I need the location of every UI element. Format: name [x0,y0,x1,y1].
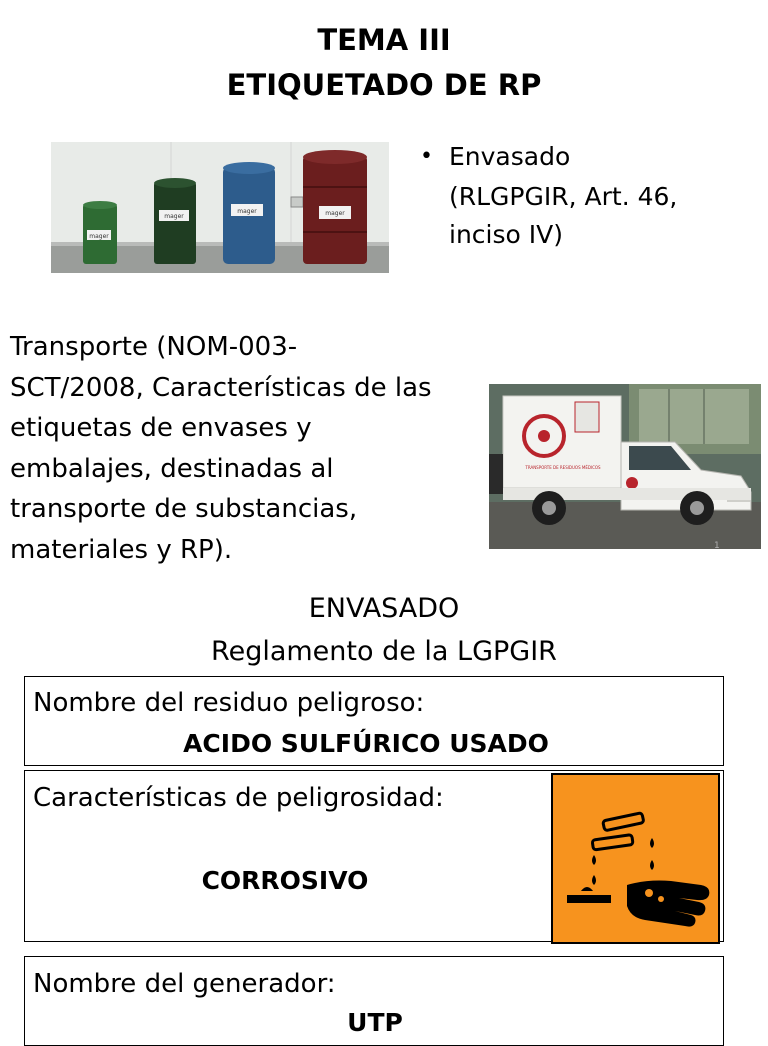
generator-box [24,956,724,1046]
drum-brand-3: mager [237,208,257,215]
transport-line: materiales y RP). [10,534,233,565]
corrosive-pictogram [551,773,720,944]
drum-brand-4: mager [325,210,345,217]
drums-photo [51,142,389,273]
transport-line: etiquetas de envases y [10,413,312,443]
bullet-envasado-line2: (RLGPGIR, Art. 46, [449,182,678,211]
truck-side-label: TRANSPORTE DE RESIDUOS MÉDICOS [525,465,601,470]
residue-name-label: Nombre del residuo peligroso: [33,688,425,718]
transport-line: transporte de substancias, [10,494,358,524]
section-heading-2: Reglamento de la LGPGIR [211,636,557,667]
residue-name-box [24,676,724,766]
truck-illustration [489,384,761,549]
corrosive-icon [553,775,718,942]
bullet-dot: • [420,144,433,169]
bullet-envasado-line3: inciso IV) [449,220,563,249]
transport-line: SCT/2008, Características de las [10,372,432,403]
transport-paragraph [10,327,432,570]
page-number: 1 [714,541,720,551]
drum-brand-1: mager [89,233,109,240]
transport-line: Transporte (NOM-003- [10,332,298,362]
hazard-value: CORROSIVO [201,866,369,895]
generator-value: UTP [347,1008,403,1037]
generator-label: Nombre del generador: [33,969,336,999]
title-line-2: ETIQUETADO DE RP [226,68,542,102]
hazard-label: Características de peligrosidad: [33,783,444,813]
drum-brand-2: mager [164,213,184,220]
section-heading-1: ENVASADO [308,593,460,624]
truck-photo [489,384,761,549]
title-line-1: TEMA III [317,23,451,57]
bullet-envasado-line1: Envasado [449,142,571,171]
transport-line: embalajes, destinadas al [10,453,334,484]
residue-name-value: ACIDO SULFÚRICO USADO [183,729,549,758]
drums-illustration [51,142,389,273]
